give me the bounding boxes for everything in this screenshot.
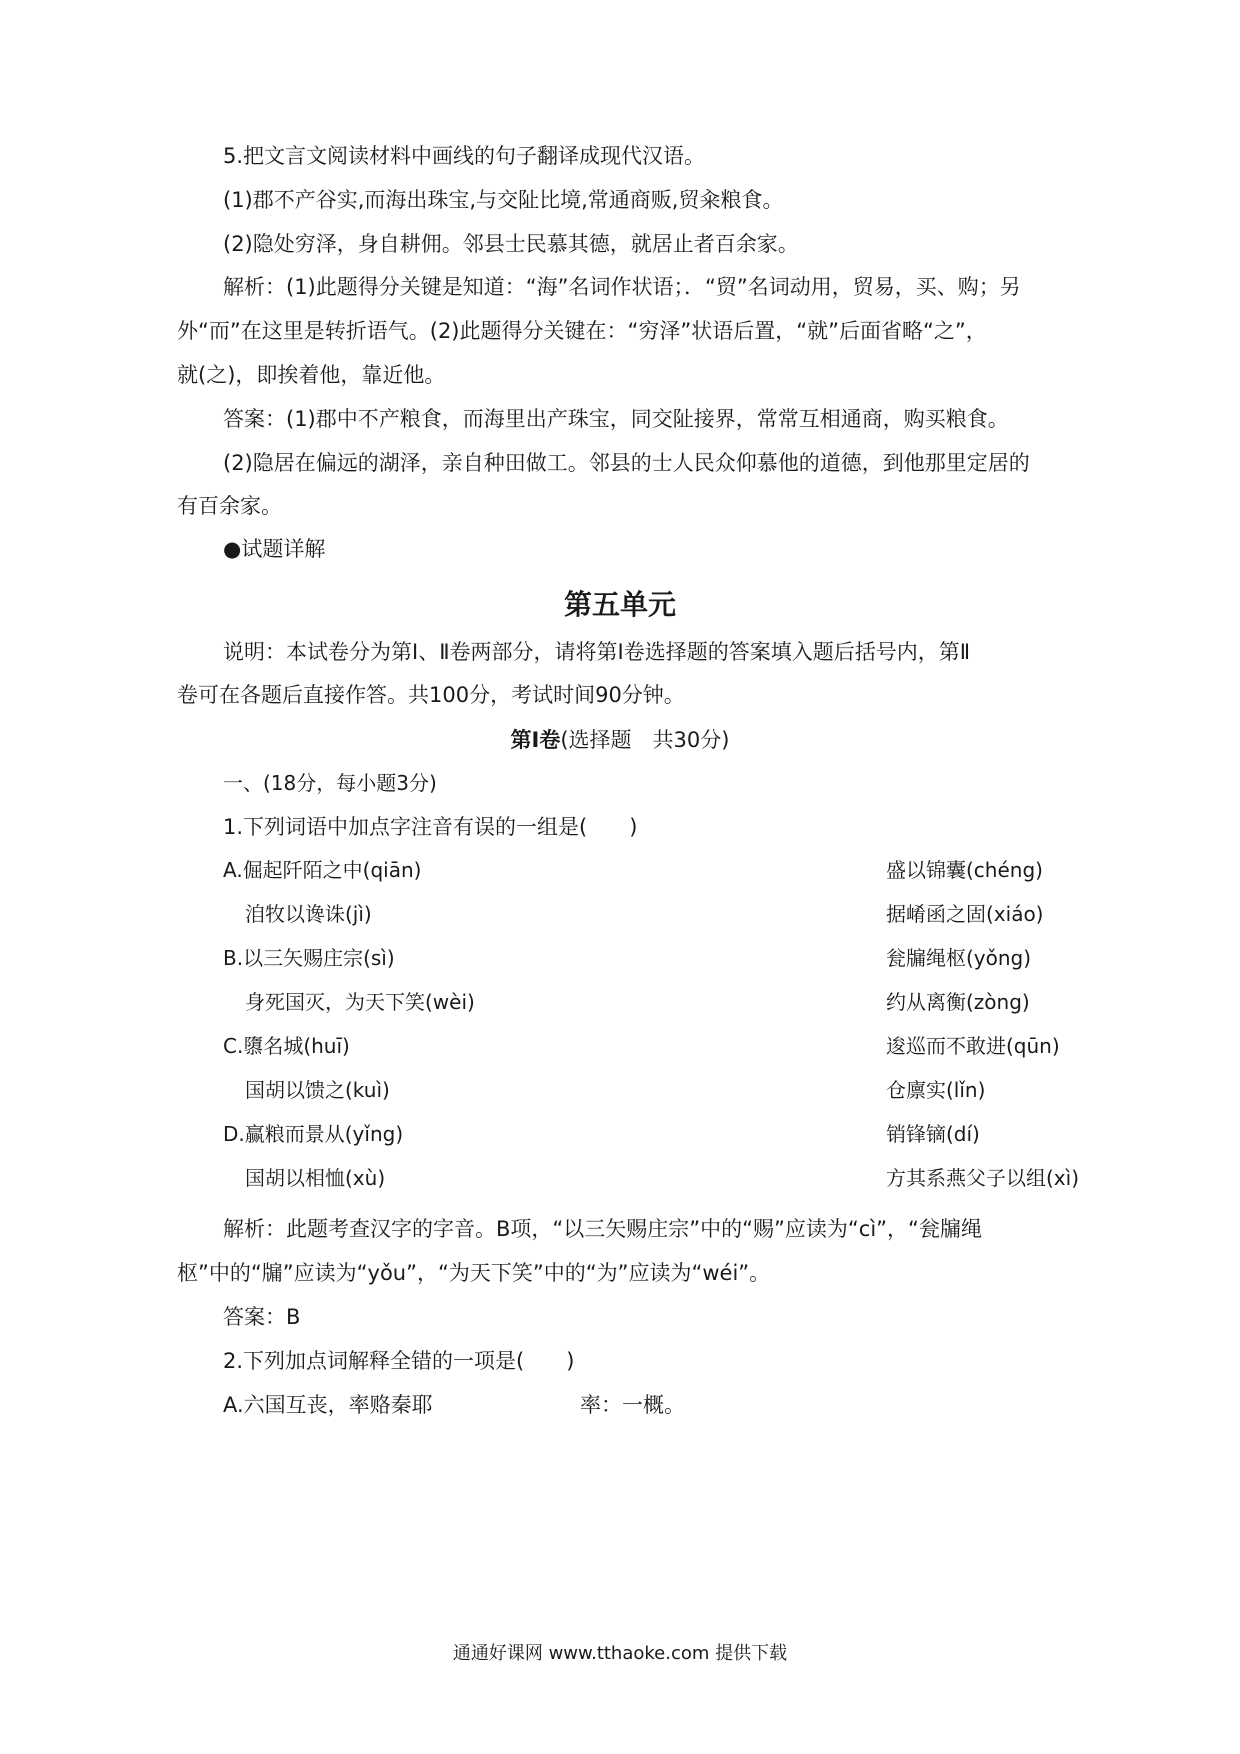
q1-option-row	[223, 1075, 1073, 1105]
note-line-2: 卷可在各题后直接作答。共100分，考试时间90分钟。	[177, 683, 685, 707]
q5-answer-line-1: 答案：(1)郡中不产粮食，而海里出产珠宝，同交阯接界，常常互相通商，购买粮食。	[223, 407, 1009, 431]
q5-analysis-line-2: 外“而”在这里是转折语气。(2)此题得分关键在：“穷泽”状语后置，“就”后面省略“之”，	[177, 319, 987, 343]
q5-analysis-line-3: 就(之)，即挨着他，靠近他。	[177, 363, 446, 387]
q1-option-row	[223, 1119, 1073, 1149]
q1-c2-left: 国胡以馈之(kuì)	[245, 1078, 390, 1102]
q1-option-row	[223, 943, 1073, 973]
q1-analysis-line-1: 解析：此题考查汉字的字音。B项，“以三矢赐庄宗”中的“赐”应读为“cì”，“瓮牖绳	[223, 1217, 982, 1241]
q1-a-right: 盛以锦囊(chéng)	[886, 858, 1043, 882]
q1-option-row	[223, 899, 1073, 929]
q2-a-right: 率：一概。	[580, 1393, 685, 1417]
q2-stem: 2.下列加点词解释全错的一项是( )	[223, 1349, 575, 1373]
q1-option-row	[223, 855, 1073, 885]
q1-d-left: D.赢粮而景从(yǐng)	[223, 1122, 404, 1146]
q1-c-left: C.隳名城(huī)	[223, 1034, 350, 1058]
part-1-title	[0, 725, 1240, 755]
q1-option-row	[223, 1031, 1073, 1061]
q1-b-left: B.以三矢赐庄宗(sì)	[223, 946, 395, 970]
q1-d2-left: 国胡以相恤(xù)	[245, 1166, 386, 1190]
q1-option-row	[223, 1163, 1079, 1193]
part-1-label: 第Ⅰ卷	[510, 728, 561, 752]
q2-a-left: A.六国互丧，率赂秦耶	[223, 1393, 433, 1417]
q1-option-row	[223, 987, 1073, 1017]
q1-analysis-line-2: 枢”中的“牖”应读为“yǒu”，“为天下笑”中的“为”应读为“wéi”。	[177, 1261, 771, 1285]
q1-answer: 答案：B	[223, 1305, 301, 1329]
q1-b2-left: 身死国灭，为天下笑(wèi)	[245, 990, 475, 1014]
q5-analysis-line-1: 解析：(1)此题得分关键是知道：“海”名词作状语；．“贸”名词动用，贸易，买、购；另	[223, 275, 1021, 299]
q5-sentence-1: (1)郡不产谷实,而海出珠宝,与交阯比境,常通商贩,贸籴粮食。	[223, 188, 784, 212]
section-bullet: ●试题详解	[223, 537, 326, 561]
unit-title: 第五单元	[563, 588, 676, 621]
q1-a-left: A.倔起阡陌之中(qiān)	[223, 858, 422, 882]
q1-c-right: 逡巡而不敢进(qūn)	[886, 1034, 1060, 1058]
part-1-detail: (选择题 共30分)	[560, 728, 730, 752]
q1-stem: 1.下列词语中加点字注音有误的一组是( )	[223, 815, 638, 839]
q5-answer-line-2: (2)隐居在偏远的湖泽，亲自种田做工。邻县的士人民众仰慕他的道德，到他那里定居的	[223, 451, 1030, 475]
q5-title: 5.把文言文阅读材料中画线的句子翻译成现代汉语。	[223, 144, 706, 168]
q1-d-right: 销锋镝(dí)	[886, 1122, 980, 1146]
q1-d2-right: 方其系燕父子以组(xì)	[886, 1166, 1079, 1190]
q1-c2-right: 仓廪实(lǐn)	[886, 1078, 986, 1102]
q1-b-right: 瓮牖绳枢(yǒng)	[886, 946, 1032, 970]
q1-a2-right: 据崤函之固(xiáo)	[886, 902, 1044, 926]
page-footer: 通通好课网 www.tthaoke.com 提供下载	[452, 1643, 788, 1664]
section-1-heading: 一、(18分，每小题3分)	[223, 771, 437, 795]
q1-a2-left: 洎牧以谗诛(jì)	[245, 902, 372, 926]
q5-answer-line-3: 有百余家。	[177, 494, 282, 518]
q2-option-a	[223, 1390, 1073, 1420]
q1-b2-right: 约从离衡(zòng)	[886, 990, 1030, 1014]
note-line-1: 说明：本试卷分为第Ⅰ、Ⅱ卷两部分，请将第Ⅰ卷选择题的答案填入题后括号内，第Ⅱ	[223, 640, 971, 664]
q5-sentence-2: (2)隐处穷泽，身自耕佣。邻县士民慕其德，就居止者百余家。	[223, 232, 799, 256]
